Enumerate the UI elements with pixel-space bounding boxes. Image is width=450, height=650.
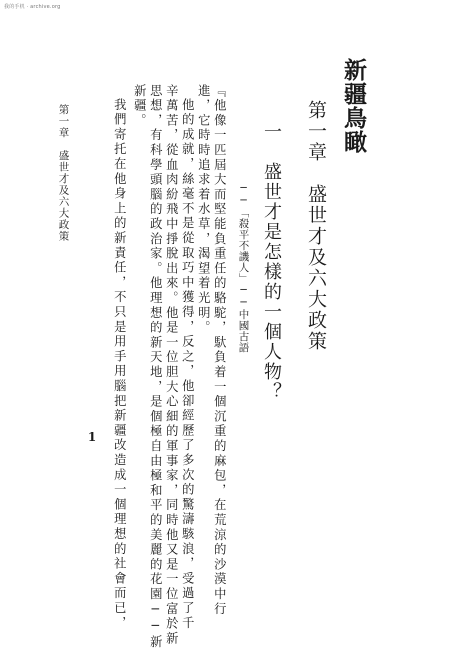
book-title: 新疆鳥瞰 [340,58,367,154]
section-heading: 一 盛世才是怎樣的一個人物？ [261,122,282,402]
epigraph: ──「殺平不譏人」──中國古語 [237,182,250,353]
page-number: 1 [85,430,99,444]
body-line: 我們寄托在他身上的新責任，不只是用手用腦把新疆改造成一個理想的社會而已， [112,98,127,631]
body-line: 思想，有科學頭腦的政治家。他理想的新天地，是個極自由極和平的美麗的花園──新 [148,84,163,650]
body-line: 『他像一匹屆大而堅能負重任的駱駝，馱負着一個沉重的麻包，在荒涼的沙漠中行 [212,84,227,617]
chapter-heading: 第一章 盛世才及六大政策 [305,100,327,352]
watermark-text: 我的手机 · archive.org [4,4,61,10]
body-line: 他的成就，絲毫不是從取巧中獲得，反之，他卻經歷了多次的驚濤駭浪，受過了千 [180,98,195,631]
body-line: 進，它時時追求着水草，渴望着光明。 [196,84,211,336]
body-line: 辛萬苦，從血肉紛飛中掙脫出來。他是一位胆大心細的軍事家，同時他又是一位富於新 [164,84,179,647]
body-line: 新疆。 [132,84,147,129]
running-head: 第一章 盛世才及六大政策 [57,104,70,242]
